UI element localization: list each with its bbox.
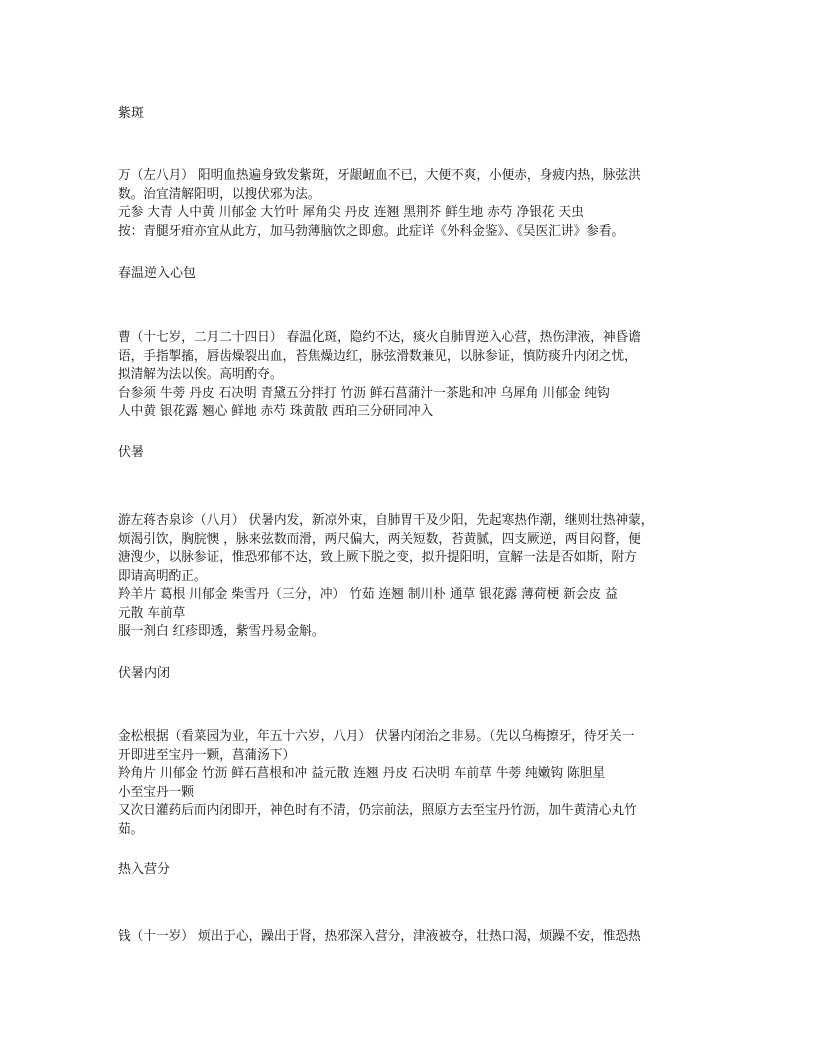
text-line: 开即进至宝丹一颗，菖蒲汤下） xyxy=(118,747,296,763)
section-heading: 紫斑 xyxy=(118,106,145,121)
text-line: 服一剂白 红疹即透，紫雪丹易金斛。 xyxy=(118,624,325,639)
text-line: 钱（十一岁） 烦出于心，躁出于肾，热邪深入营分，津液被夺，壮热口渴，烦躁不安，惟恐热 xyxy=(118,929,641,944)
section-heading: 伏暑内闭 xyxy=(118,666,171,681)
text-line: 溏溲少，以脉参证，惟恐邪郁不达，致上厥下脱之变，拟升提阳明，宣解一法是否如斯，附方 xyxy=(118,550,637,565)
section-heading: 春温逆入心包 xyxy=(118,266,197,281)
text-line: 游左蒋杏泉诊（八月） 伏暑内发，新凉外束，自肺胃干及少阳，先起寒热作潮，继则壮热神蒙， xyxy=(118,513,654,528)
text-line: 茹。 xyxy=(118,821,144,837)
text-line: 小至宝丹一颗 xyxy=(118,784,194,800)
text-line: 台参须 牛蒡 丹皮 石决明 青黛五分拌打 竹沥 鲜石菖蒲汁一茶匙和冲 乌犀角 川郁金 纯钩 xyxy=(118,385,610,401)
case-paragraph xyxy=(118,329,718,422)
text-line: 语，手指掣搐，唇齿燥裂出血，苔焦燥边红，脉弦滑数兼见，以脉参证，慎防痰升内闭之忧， xyxy=(118,348,637,364)
text-line: 曹（十七岁，二月二十四日） 春温化斑，隐约不达，痰火自肺胃逆入心营，热伤津液，神昏谵 xyxy=(118,330,641,345)
text-line: 羚角片 川郁金 竹沥 鲜石菖根和冲 益元散 连翘 丹皮 石决明 车前草 牛蒡 纯嫩钩 陈胆星 xyxy=(118,766,606,781)
case-paragraph xyxy=(118,928,718,947)
text-line: 烦渴引饮，胸脘懊 ，脉来弦数而滑，两尺偏大，两关短数，苔黄腻，四支厥逆，两目闷瞀，便 xyxy=(118,531,641,547)
text-line: 即请高明酌正。 xyxy=(118,568,207,584)
text-line: 元参 大青 人中黄 川郁金 大竹叶 犀角尖 丹皮 连翘 黑荆芥 鲜生地 赤芍 净银花 天虫 xyxy=(118,205,584,220)
case-paragraph xyxy=(118,728,718,839)
section-heading: 伏暑 xyxy=(118,445,145,460)
text-line: 又次日灌药后而内闭即开，神色时有不清，仍宗前法，照原方去至宝丹竹沥，加牛黄清心丸竹 xyxy=(118,803,637,818)
case-paragraph xyxy=(118,512,718,642)
text-line: 羚羊片 葛根 川郁金 柴雪丹（三分，冲） 竹茹 连翘 制川朴 通草 银花露 薄荷梗 新会皮 益 xyxy=(118,587,618,602)
section-heading: 热入营分 xyxy=(118,862,171,877)
text-line: 万（左八月） 阳明血热遍身致发紫斑，牙龈衄血不已，大便不爽，小便赤，身疲内热，脉弦洪 xyxy=(118,168,641,183)
text-line: 金松根据（看菜园为业，年五十六岁，八月） 伏暑内闭治之非易。（先以乌梅擦牙，待牙关一 xyxy=(118,729,635,744)
text-line: 拟清解为法以俟。高明酌夺。 xyxy=(118,367,283,382)
case-paragraph xyxy=(118,167,718,241)
text-line: 人中黄 银花露 翘心 鲜地 赤芍 珠黄散 西珀三分研同冲入 xyxy=(118,404,434,419)
text-line: 数。治宜清解阳明，以搜伏邪为法。 xyxy=(118,186,321,202)
text-line: 元散 车前草 xyxy=(118,605,186,621)
text-line: 按：青腿牙疳亦宜从此方，加马勃薄脑饮之即愈。此症详《外科金鉴》、《吴医汇讲》参看。 xyxy=(118,223,625,239)
